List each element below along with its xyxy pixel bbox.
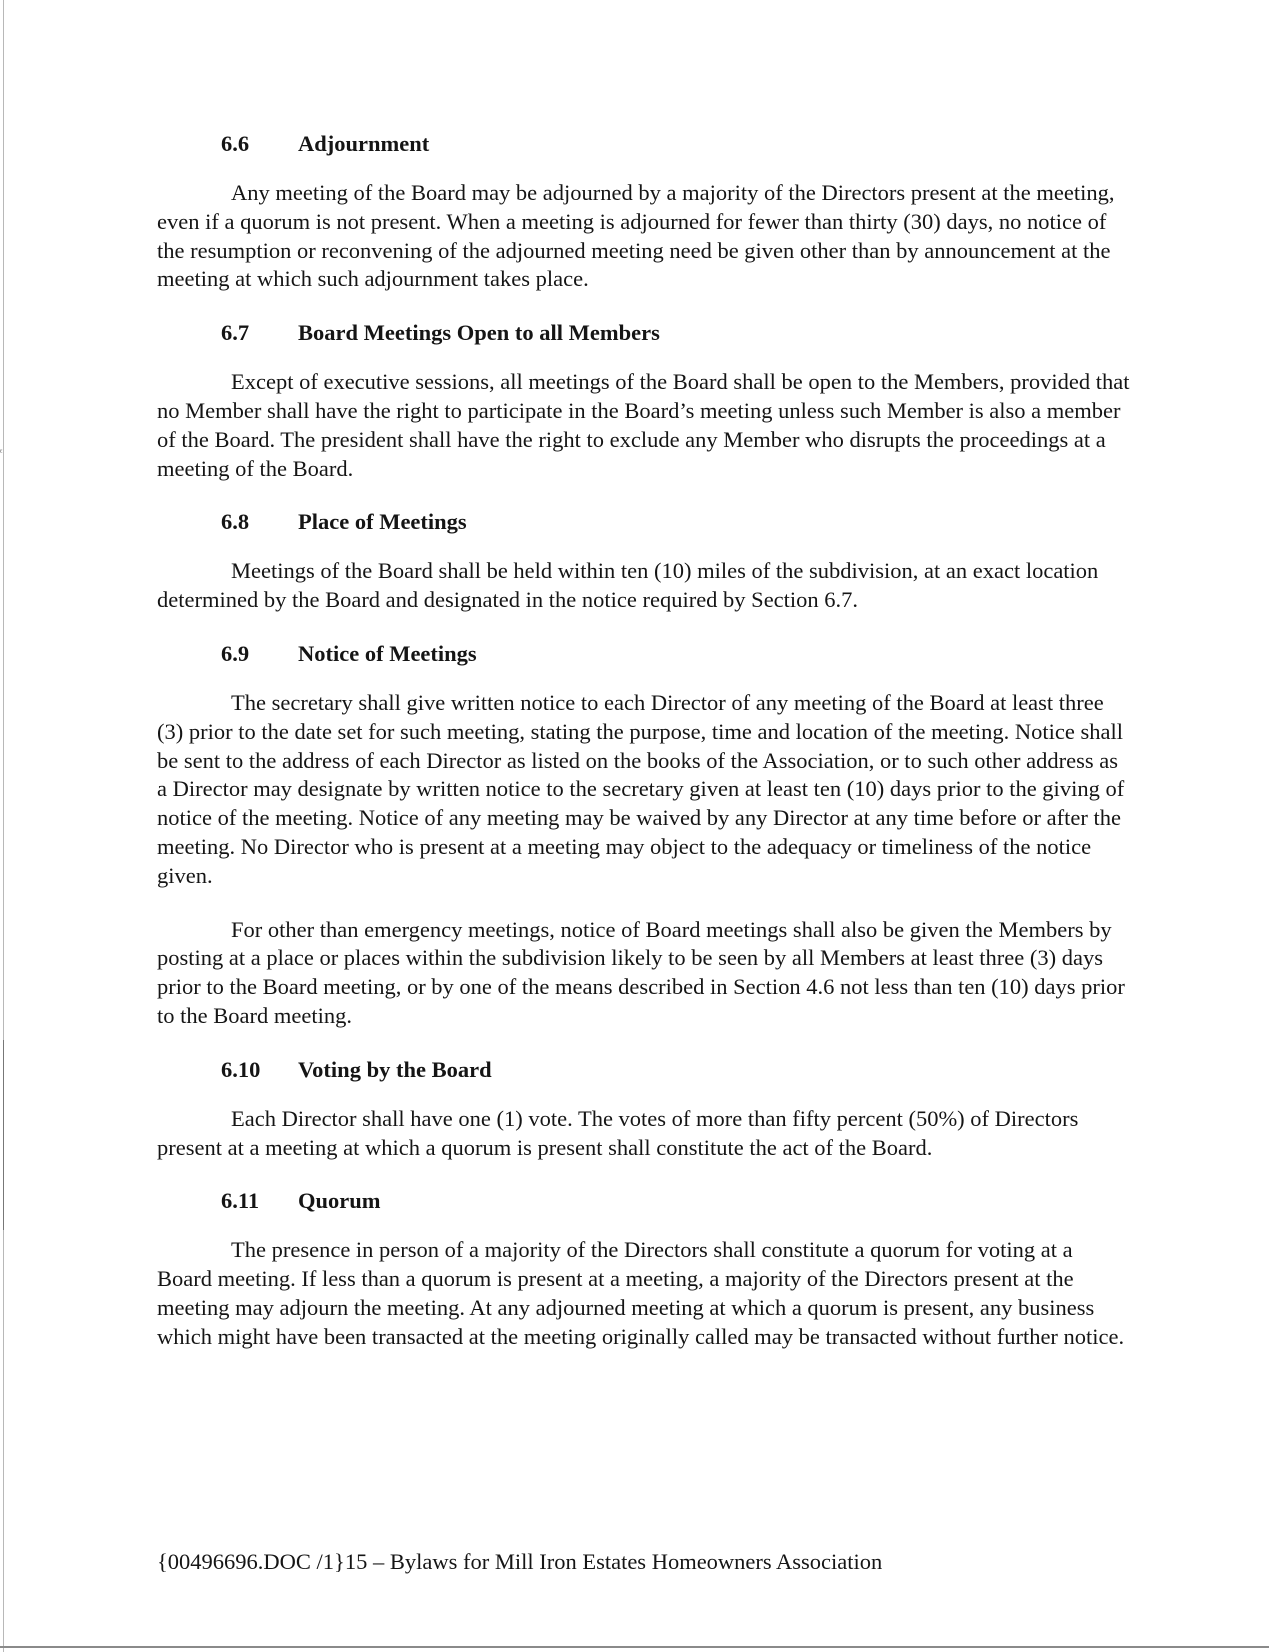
section-heading-6-10: [221, 1056, 1132, 1084]
section-title: Place of Meetings: [298, 509, 467, 535]
section-heading-6-9: [221, 640, 1132, 668]
section-number: 6.6: [221, 131, 250, 156]
section-heading-6-11: [221, 1187, 1132, 1215]
section-heading-6-7: [221, 319, 1132, 347]
scan-bottom-edge: [0, 1646, 1269, 1648]
section-paragraph: Any meeting of the Board may be adjourned by a majority of the Directors present at the meeting, even if a quorum is not present. When a meeting is adjourned for fewer than thirty (30) days, no notice of the resumption or reconvening of the adjourned meeting need be given other than by announcement at the meeting at which such adjournment takes place.: [157, 180, 1115, 292]
section-title: Adjournment: [298, 131, 430, 156]
section-number: 6.9: [221, 640, 250, 666]
section-number: 6.11: [221, 1188, 260, 1214]
scan-edge-line-dark: [3, 1040, 4, 1230]
section-title: Quorum: [298, 1188, 381, 1214]
section-heading-6-8: [221, 508, 1132, 536]
section-number: 6.8: [221, 509, 250, 535]
section-paragraph: The secretary shall give written notice to each Director of any meeting of the Board at least three (3) prior to the date set for such meeting, stating the purpose, time and location of the meeting. Notice shall be sent to the address of each Director as listed on the books of the Association, or to such other address as a Director may designate by written notice to the secretary given at least ten (10) days prior to the giving of notice of the meeting. Notice of any meeting may be waived by any Director at any time before or after the meeting. No Director who is present at a meeting may object to the adequacy or timeliness of the notice given.: [157, 689, 1125, 888]
document-body: [157, 130, 1132, 1352]
section-title: Voting by the Board: [298, 1056, 492, 1082]
section-title: Board Meetings Open to all Members: [298, 320, 660, 346]
section-paragraph: Meetings of the Board shall be held within ten (10) miles of the subdivision, at an exact location determined by the Board and designated in the notice required by Section 6.7.: [157, 558, 1099, 613]
section-number: 6.7: [221, 320, 250, 346]
section-paragraph: The presence in person of a majority of the Directors shall constitute a quorum for voting at a Board meeting. If less than a quorum is present at a meeting, a majority of the Directors present at the meeting may adjourn the meeting. At any adjourned meeting at which a quorum is present, any business which might have been transacted at the meeting originally called may be transacted without further notice.: [157, 1237, 1125, 1349]
scan-speck: ᵋ: [0, 447, 3, 458]
scan-edge-line: [3, 0, 4, 1652]
section-title: Notice of Meetings: [298, 640, 477, 666]
page-footer: {00496696.DOC /1}15 – Bylaws for Mill Iron Estates Homeowners Association: [157, 1549, 883, 1574]
section-paragraph: For other than emergency meetings, notice of Board meetings shall also be given the Members by posting at a place or places within the subdivision likely to be seen by all Members at least three (3) days prior to the Board meeting, or by one of the means described in Section 4.6 not less than ten (10) days prior to the Board meeting.: [157, 916, 1125, 1028]
section-paragraph: Except of executive sessions, all meetings of the Board shall be open to the Members, provided that no Member shall have the right to participate in the Board’s meeting unless such Member is also a member of the Board. The president shall have the right to exclude any Member who disrupts the proceedings at a meeting of the Board.: [157, 369, 1130, 481]
section-heading-6-6: [221, 130, 1132, 158]
section-number: 6.10: [221, 1056, 261, 1082]
section-paragraph: Each Director shall have one (1) vote. The votes of more than fifty percent (50%) of Directors present at a meeting at which a quorum is present shall constitute the act of the Board.: [157, 1105, 1079, 1160]
